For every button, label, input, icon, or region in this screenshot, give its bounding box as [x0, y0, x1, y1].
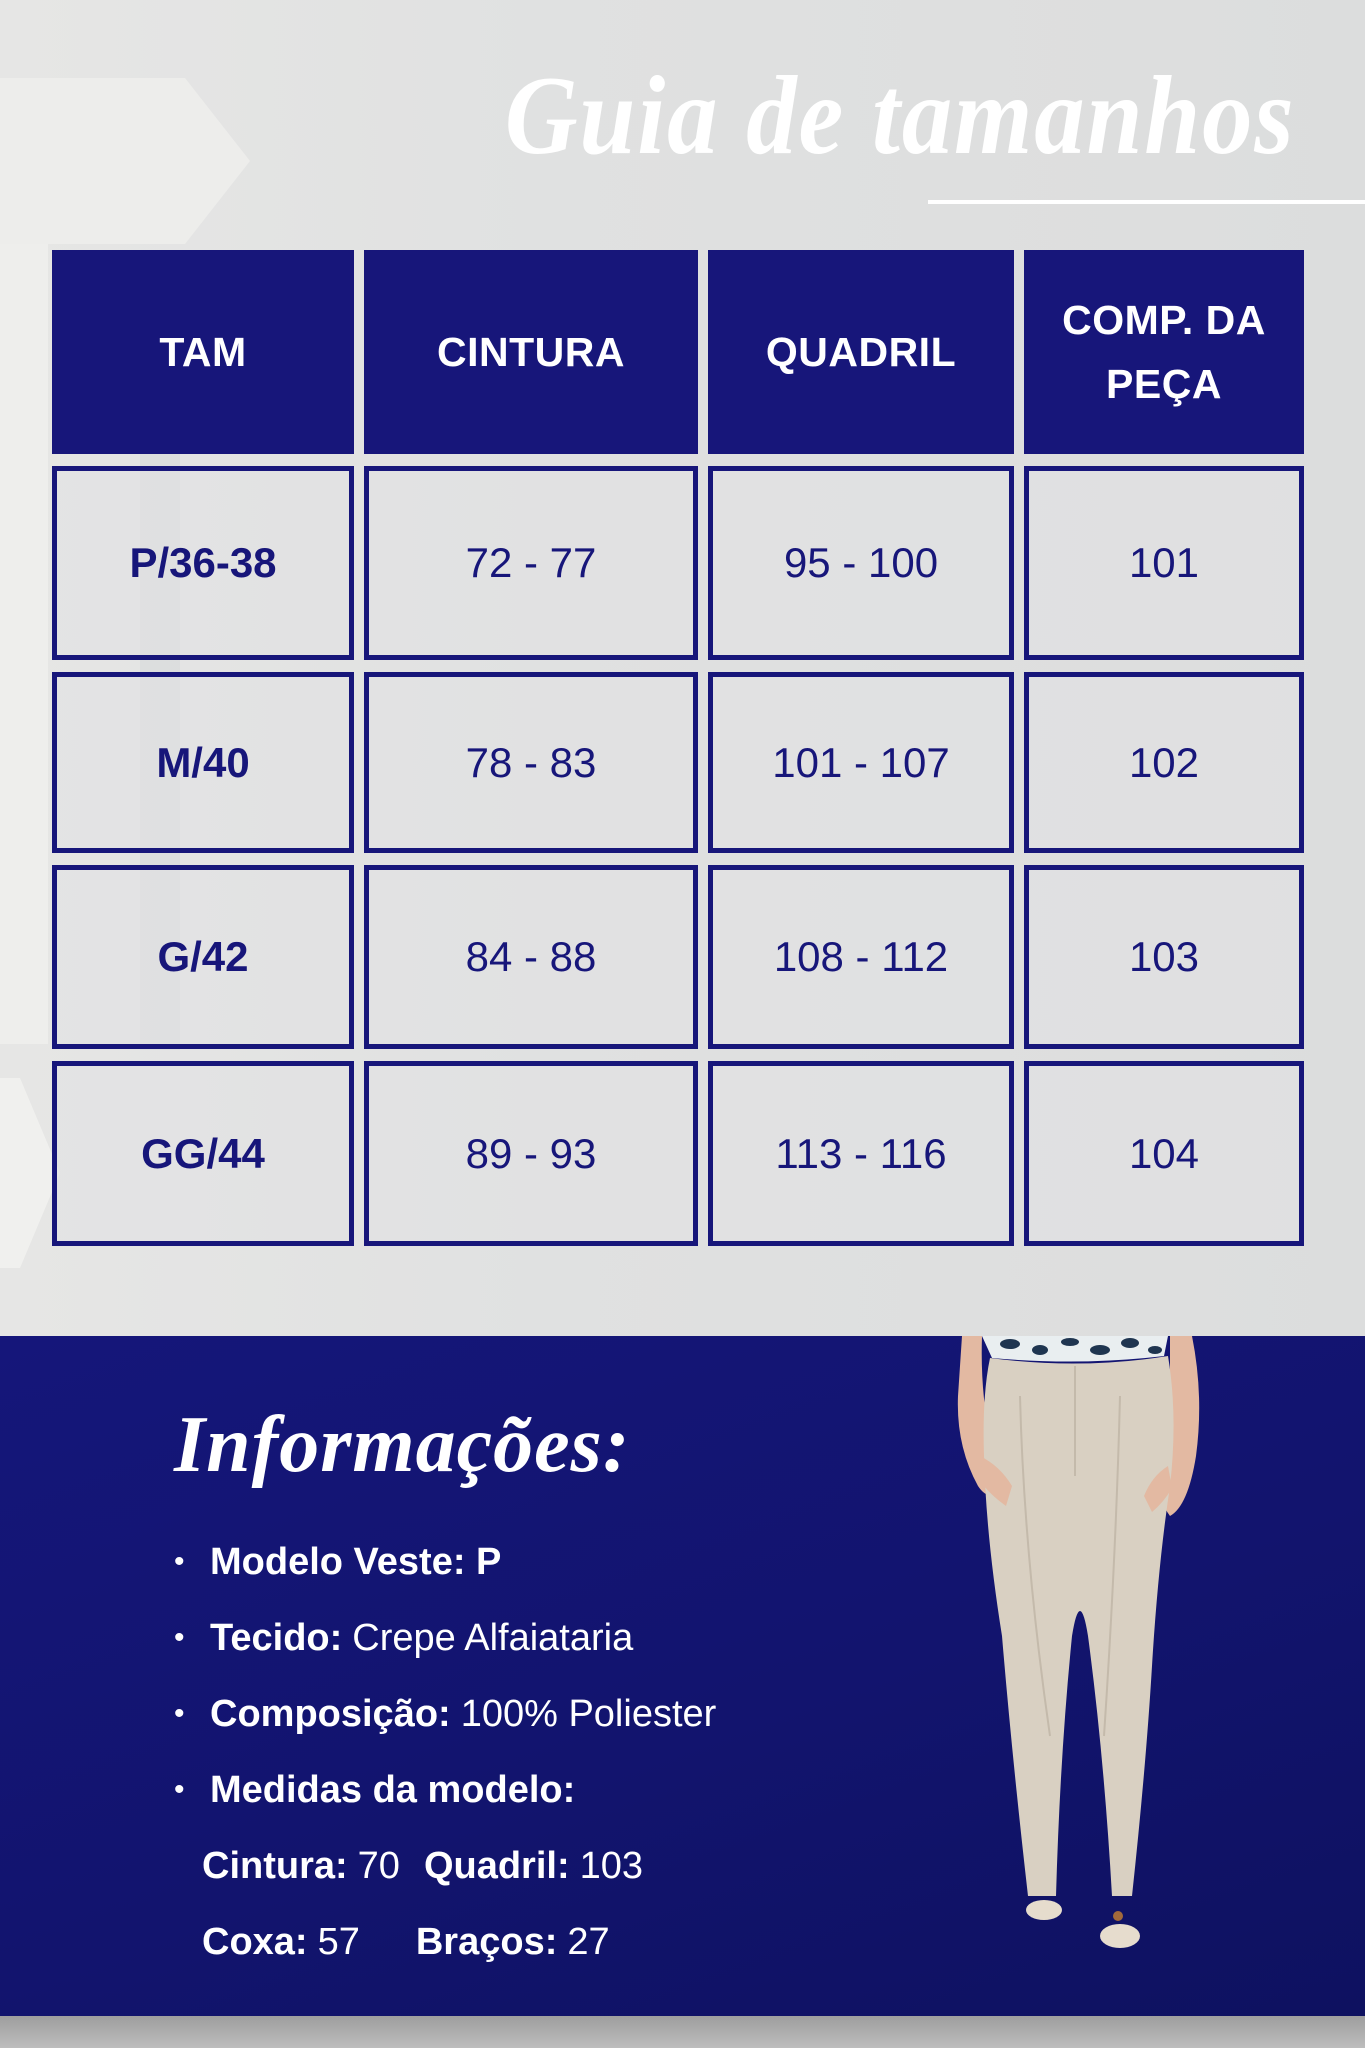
product-info-section	[0, 1336, 1365, 2016]
measurements-row-2	[174, 1904, 716, 1980]
column-header-cintura: CINTURA	[364, 250, 698, 454]
measurement-label: Cintura:	[202, 1844, 348, 1887]
table-row	[52, 865, 1314, 1049]
measurement-value: 103	[579, 1844, 644, 1887]
cell-comp: 102	[1024, 672, 1304, 853]
cell-cintura: 89 - 93	[364, 1061, 698, 1246]
cell-tam: M/40	[52, 672, 354, 853]
info-title: Informações:	[174, 1401, 631, 1489]
decorative-strip	[0, 244, 48, 1044]
bullet-icon: •	[174, 1545, 185, 1578]
measurement-value: 70	[357, 1844, 400, 1887]
measurements-row-1	[174, 1828, 716, 1904]
cell-cintura: 84 - 88	[364, 865, 698, 1049]
cell-comp: 103	[1024, 865, 1304, 1049]
cell-cintura: 78 - 83	[364, 672, 698, 853]
cell-tam: GG/44	[52, 1061, 354, 1246]
measurement-cintura	[202, 1845, 400, 1888]
bullet-icon: •	[174, 1697, 185, 1730]
column-header-comp	[1024, 250, 1304, 454]
info-label: Modelo Veste: P	[210, 1540, 502, 1583]
column-header-quadril: QUADRIL	[708, 250, 1014, 454]
measurement-label: Coxa:	[202, 1920, 308, 1963]
column-header-comp-text	[1062, 288, 1266, 416]
cell-comp: 101	[1024, 466, 1304, 660]
info-label: Tecido:	[210, 1616, 343, 1659]
cell-tam: P/36-38	[52, 466, 354, 660]
bullet-icon: •	[174, 1773, 185, 1806]
title-underline	[928, 200, 1365, 204]
table-row	[52, 1061, 1314, 1246]
info-item-composicao	[174, 1676, 716, 1752]
table-row	[52, 672, 1314, 853]
cell-cintura: 72 - 77	[364, 466, 698, 660]
column-header-comp-line1: COMP. DA	[1062, 297, 1266, 343]
cell-tam: G/42	[52, 865, 354, 1049]
decorative-arrow-shape-bottom	[0, 1078, 60, 1268]
info-item-medidas	[174, 1752, 716, 1828]
info-list	[174, 1524, 716, 1980]
cell-quadril: 95 - 100	[708, 466, 1014, 660]
cell-quadril: 101 - 107	[708, 672, 1014, 853]
size-table	[52, 250, 1314, 1246]
measurement-value: 57	[317, 1920, 360, 1963]
decorative-arrow-shape	[0, 78, 250, 244]
info-value: Crepe Alfaiataria	[352, 1616, 634, 1659]
measurement-value: 27	[567, 1920, 610, 1963]
info-label: Composição:	[210, 1692, 451, 1735]
info-item-modelo-veste	[174, 1524, 716, 1600]
bullet-icon: •	[174, 1621, 185, 1654]
measurement-coxa	[202, 1921, 360, 1964]
footer-strip	[0, 2016, 1365, 2048]
column-header-tam: TAM	[52, 250, 354, 454]
info-item-tecido	[174, 1600, 716, 1676]
column-header-comp-line2: PEÇA	[1106, 361, 1222, 407]
info-label: Medidas da modelo:	[210, 1768, 576, 1811]
table-header-row	[52, 250, 1314, 454]
measurement-label: Quadril:	[423, 1844, 570, 1887]
cell-quadril: 113 - 116	[708, 1061, 1014, 1246]
product-photo	[920, 1336, 1240, 2016]
measurement-bracos	[416, 1921, 610, 1964]
table-row	[52, 466, 1314, 660]
measurement-label: Braços:	[415, 1920, 558, 1963]
page-title: Guia de tamanhos	[504, 54, 1295, 178]
cell-comp: 104	[1024, 1061, 1304, 1246]
info-value: 100% Poliester	[460, 1692, 717, 1735]
measurement-quadril	[424, 1845, 643, 1888]
cell-quadril: 108 - 112	[708, 865, 1014, 1049]
table-body	[52, 466, 1314, 1246]
